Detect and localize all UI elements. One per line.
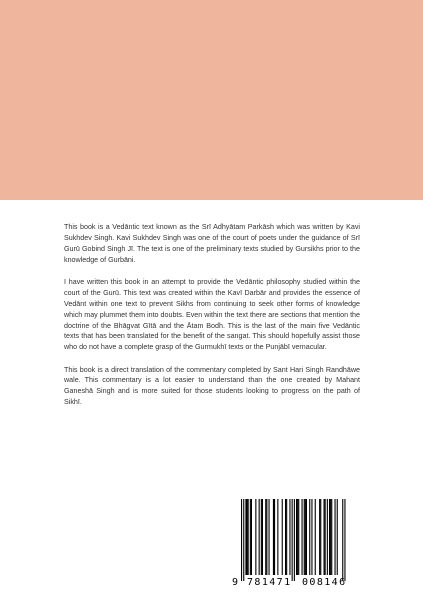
- cover-color-band: [0, 0, 423, 200]
- blurb-paragraph-3: This book is a direct translation of the commentary completed by Sant Hari Singh Randhāwe wale. This commentary is a lot easier to understand than the one created by Mahant Ganeshā Singh and is more suited for those students looking to progress on the path of Sikhī.: [64, 365, 360, 407]
- barcode-bar: [245, 499, 246, 575]
- barcode-bar: [315, 499, 316, 575]
- barcode-bar: [255, 499, 256, 575]
- barcode-bar: [311, 499, 312, 575]
- barcode-bar: [269, 499, 270, 575]
- barcode-bar: [282, 499, 283, 575]
- isbn-right-group: 008146: [302, 577, 347, 588]
- barcode-bar: [331, 499, 332, 575]
- blurb-paragraph-2: I have written this book in an attempt to provide the Vedāntic philosophy studied within the court of the Gurū. This text was created within the Kavī Darbār and provides the essence of Vedānt within one text to prevent Sikhs from continuing to seek other forms of knowledge which may plummet them into doubts. Even within the text there are sections that mention the doctrine of the Bhāgvat Gītā and the Ātam Bodh. This is the last of the main five Vedāntic texts that has been translated for the benefit of the sangat. This should hopefully assist those who do not have a complete grasp of the Gurmukhī texts or the Punjābī vernacular.: [64, 277, 360, 352]
- isbn-first-digit: 9: [232, 577, 239, 588]
- isbn-barcode: [231, 497, 357, 589]
- barcode-guard-bar: [292, 499, 293, 581]
- barcode-bar: [277, 499, 278, 575]
- barcode-bars: [231, 497, 357, 587]
- barcode-bar: [262, 499, 263, 575]
- barcode-bar: [248, 499, 249, 575]
- barcode-bar: [297, 499, 298, 575]
- barcode-bar: [324, 499, 325, 575]
- barcode-bar: [266, 499, 267, 575]
- barcode-bar: [265, 499, 266, 575]
- barcode-bar: [306, 499, 307, 575]
- barcode-bar: [259, 499, 260, 575]
- barcode-bar: [251, 499, 252, 575]
- barcode-bar: [320, 499, 321, 575]
- barcode-guard-bar: [342, 499, 343, 581]
- barcode-guard-bar: [344, 499, 345, 581]
- back-cover-blurb: [64, 222, 360, 419]
- barcode-bar: [286, 499, 287, 575]
- barcode-bar: [289, 499, 290, 575]
- barcode-bar: [261, 499, 262, 575]
- barcode-bar: [309, 499, 310, 575]
- barcode-bar: [337, 499, 338, 575]
- barcode-bar: [274, 499, 275, 575]
- blurb-paragraph-1: This book is a Vedāntic text known as the Srī Adhyātam Parkāsh which was written by Kavi Sukhdev Singh. Kavi Sukhdev Singh was one of the court of poets under the guidance of Srī Gurū Gobind Singh Jī. The text is one of the preliminary texts studied by Gursikhs prior to the knowledge of Gurbāni.: [64, 223, 360, 264]
- barcode-bar: [247, 499, 248, 575]
- barcode-bar: [325, 499, 326, 575]
- barcode-bar: [329, 499, 330, 575]
- barcode-guard-bar: [241, 499, 242, 581]
- barcode-bar: [335, 499, 336, 575]
- isbn-left-group: 781471: [247, 577, 292, 588]
- barcode-bar: [327, 499, 328, 575]
- barcode-bar: [302, 499, 303, 575]
- barcode-guard-bar: [294, 499, 295, 581]
- barcode-bar: [273, 499, 274, 575]
- barcode-bar: [319, 499, 320, 575]
- barcode-bar: [296, 499, 297, 575]
- barcode-bar: [304, 499, 305, 575]
- barcode-bar: [250, 499, 251, 575]
- barcode-bar: [285, 499, 286, 575]
- barcode-bar: [305, 499, 306, 575]
- barcode-guard-bar: [243, 499, 244, 581]
- barcode-bar: [298, 499, 299, 575]
- barcode-bar: [330, 499, 331, 575]
- isbn-number: [231, 577, 357, 589]
